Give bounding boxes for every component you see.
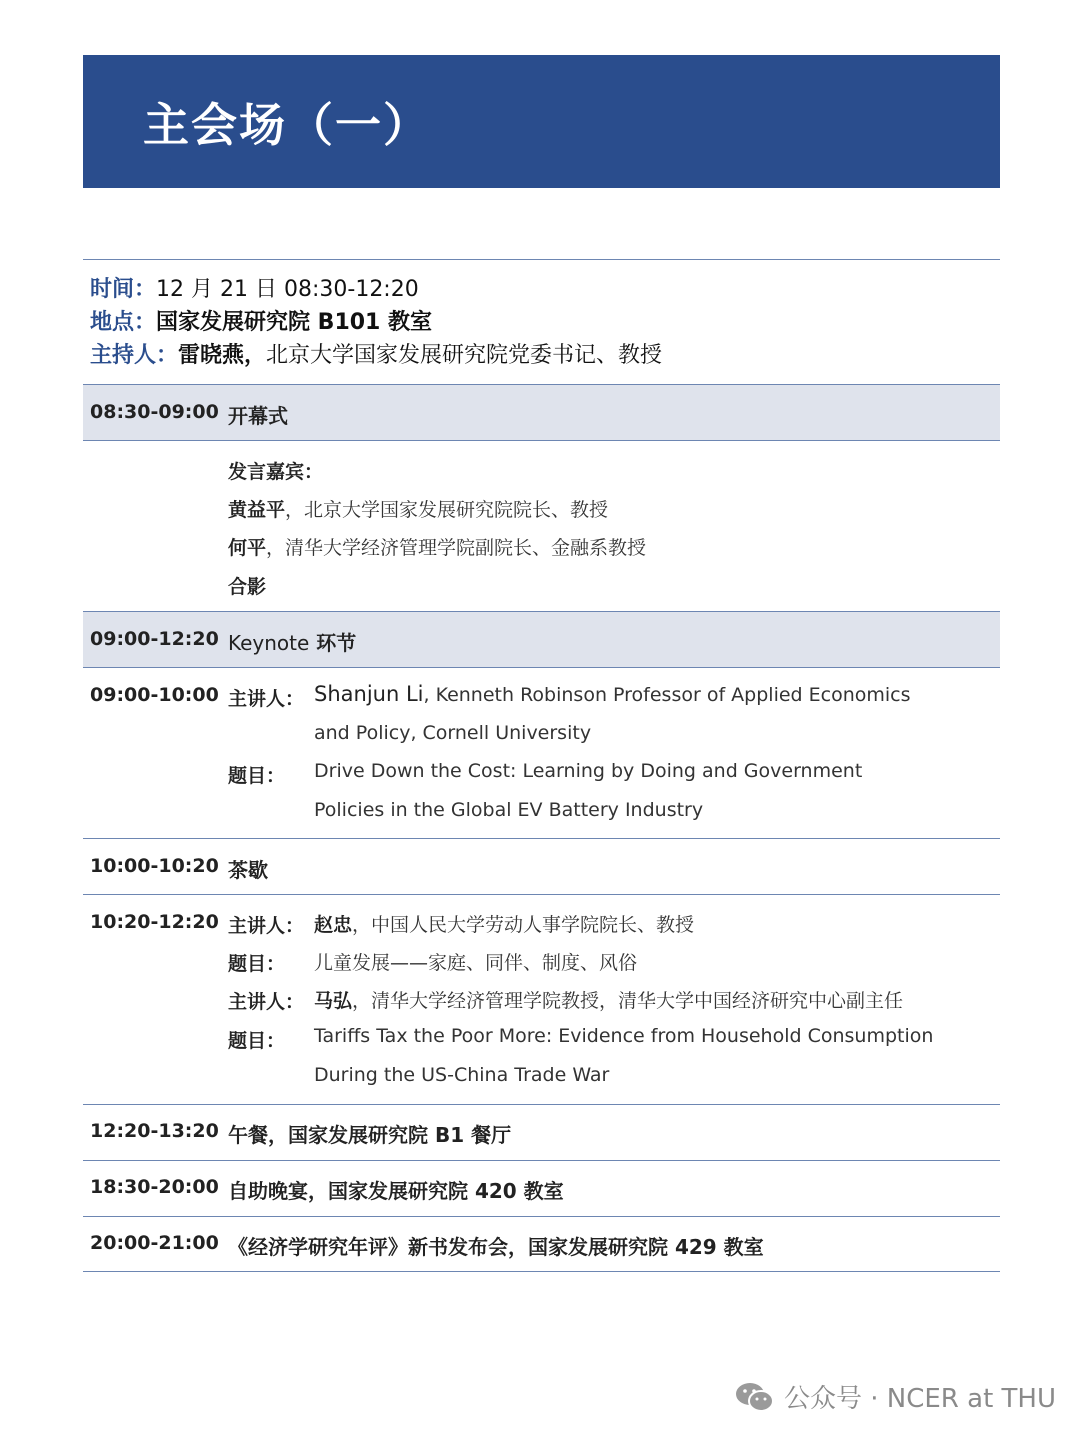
time-talk-1: 09:00-10:00	[90, 684, 219, 706]
opening-speaker-1-name: 黄益平	[228, 499, 286, 521]
talk-2-speaker-1-title: ，中国人民大学劳动人事学院院长、教授	[352, 914, 695, 936]
session-title-launch: 《经济学研究年评》新书发布会，国家发展研究院 429 教室	[228, 1235, 764, 1259]
info-place-label: 地点：	[90, 310, 157, 335]
divider	[83, 384, 1000, 385]
divider	[83, 667, 1000, 668]
time-lunch: 12:20-13:20	[90, 1120, 219, 1142]
divider	[83, 1160, 1000, 1161]
time-dinner: 18:30-20:00	[90, 1176, 219, 1198]
info-host-title: 北京大学国家发展研究院党委书记、教授	[266, 343, 663, 368]
talk-2-topic-1-label: 题目：	[228, 953, 286, 975]
time-keynote: 09:00-12:20	[90, 628, 219, 650]
talk-2-speaker-1-label: 主讲人：	[228, 915, 305, 937]
page-title: 主会场（一）	[143, 97, 431, 152]
header-banner	[83, 55, 1000, 188]
talk-1-speaker-affil-1: , Kenneth Robinson Professor of Applied Economics	[423, 684, 911, 706]
divider	[83, 259, 1000, 260]
session-band-opening	[83, 385, 1000, 440]
divider	[83, 894, 1000, 895]
talk-2-topic-2-line-2: During the US-China Trade War	[314, 1064, 610, 1086]
speakers-label: 发言嘉宾：	[228, 461, 324, 483]
divider	[83, 1271, 1000, 1272]
keynote-title-en: Keynote	[228, 631, 310, 655]
info-time-value: 12 月 21 日 08:30-12:20	[156, 277, 419, 302]
watermark-text: 公众号 · NCER at THU	[783, 1384, 1056, 1414]
info-host	[90, 341, 662, 371]
time-talk-2: 10:20-12:20	[90, 911, 219, 933]
talk-2-topic-1: 儿童发展——家庭、同伴、制度、风俗	[314, 952, 638, 974]
talk-2-speaker-2-name: 马弘	[314, 990, 353, 1012]
talk-2-speaker-2-label: 主讲人：	[228, 991, 305, 1013]
talk-1-topic-1: Drive Down the Cost: Learning by Doing and Government	[314, 760, 863, 782]
opening-speaker-2	[228, 533, 646, 560]
session-title-keynote	[228, 627, 356, 656]
talk-2-speaker-1-name: 赵忠	[314, 914, 353, 936]
keynote-title-cn: 环节	[309, 631, 357, 655]
session-title-dinner: 自助晚宴，国家发展研究院 420 教室	[228, 1179, 564, 1203]
opening-speaker-2-title: ，清华大学经济管理学院副院长、金融系教授	[266, 537, 647, 559]
info-host-name: 雷晓燕，	[178, 343, 267, 368]
session-band-keynote	[83, 612, 1000, 667]
wechat-icon	[734, 1380, 776, 1414]
talk-2-speaker-2-title: ，清华大学经济管理学院教授，清华大学中国经济研究中心副主任	[352, 990, 904, 1012]
info-host-label: 主持人：	[90, 343, 179, 368]
divider	[83, 1216, 1000, 1217]
talk-2-topic-2-line-1: Tariffs Tax the Poor More: Evidence from Household Consumption	[314, 1025, 934, 1047]
talk-1-speaker-name: Shanjun Li	[314, 682, 424, 706]
opening-speaker-2-name: 何平	[228, 537, 267, 559]
time-launch: 20:00-21:00	[90, 1232, 219, 1254]
info-place-value: 国家发展研究院 B101 教室	[156, 310, 433, 335]
info-place	[90, 308, 432, 338]
watermark	[734, 1378, 1056, 1415]
talk-1-speaker-affil-2: and Policy, Cornell University	[314, 722, 592, 744]
time-opening: 08:30-09:00	[90, 401, 219, 423]
session-title-lunch: 午餐，国家发展研究院 B1 餐厅	[228, 1123, 512, 1147]
talk-2-speaker-2	[314, 986, 903, 1013]
group-photo: 合影	[228, 576, 267, 598]
divider	[83, 440, 1000, 441]
session-title-break: 茶歇	[228, 858, 268, 882]
talk-1-speaker	[314, 682, 911, 706]
info-time-label: 时间：	[90, 277, 157, 302]
time-break: 10:00-10:20	[90, 855, 219, 877]
talk-2-speaker-1	[314, 910, 694, 937]
talk-1-speaker-label: 主讲人：	[228, 688, 305, 710]
info-time	[90, 275, 419, 305]
divider	[83, 838, 1000, 839]
talk-1-topic-label: 题目：	[228, 765, 286, 787]
divider	[83, 611, 1000, 612]
opening-speaker-1	[228, 495, 608, 522]
talk-2-topic-2-label: 题目：	[228, 1030, 286, 1052]
session-title-opening: 开幕式	[228, 404, 288, 428]
talk-1-topic-2: Policies in the Global EV Battery Industry	[314, 799, 704, 821]
divider	[83, 1104, 1000, 1105]
opening-speaker-1-title: ，北京大学国家发展研究院院长、教授	[285, 499, 609, 521]
